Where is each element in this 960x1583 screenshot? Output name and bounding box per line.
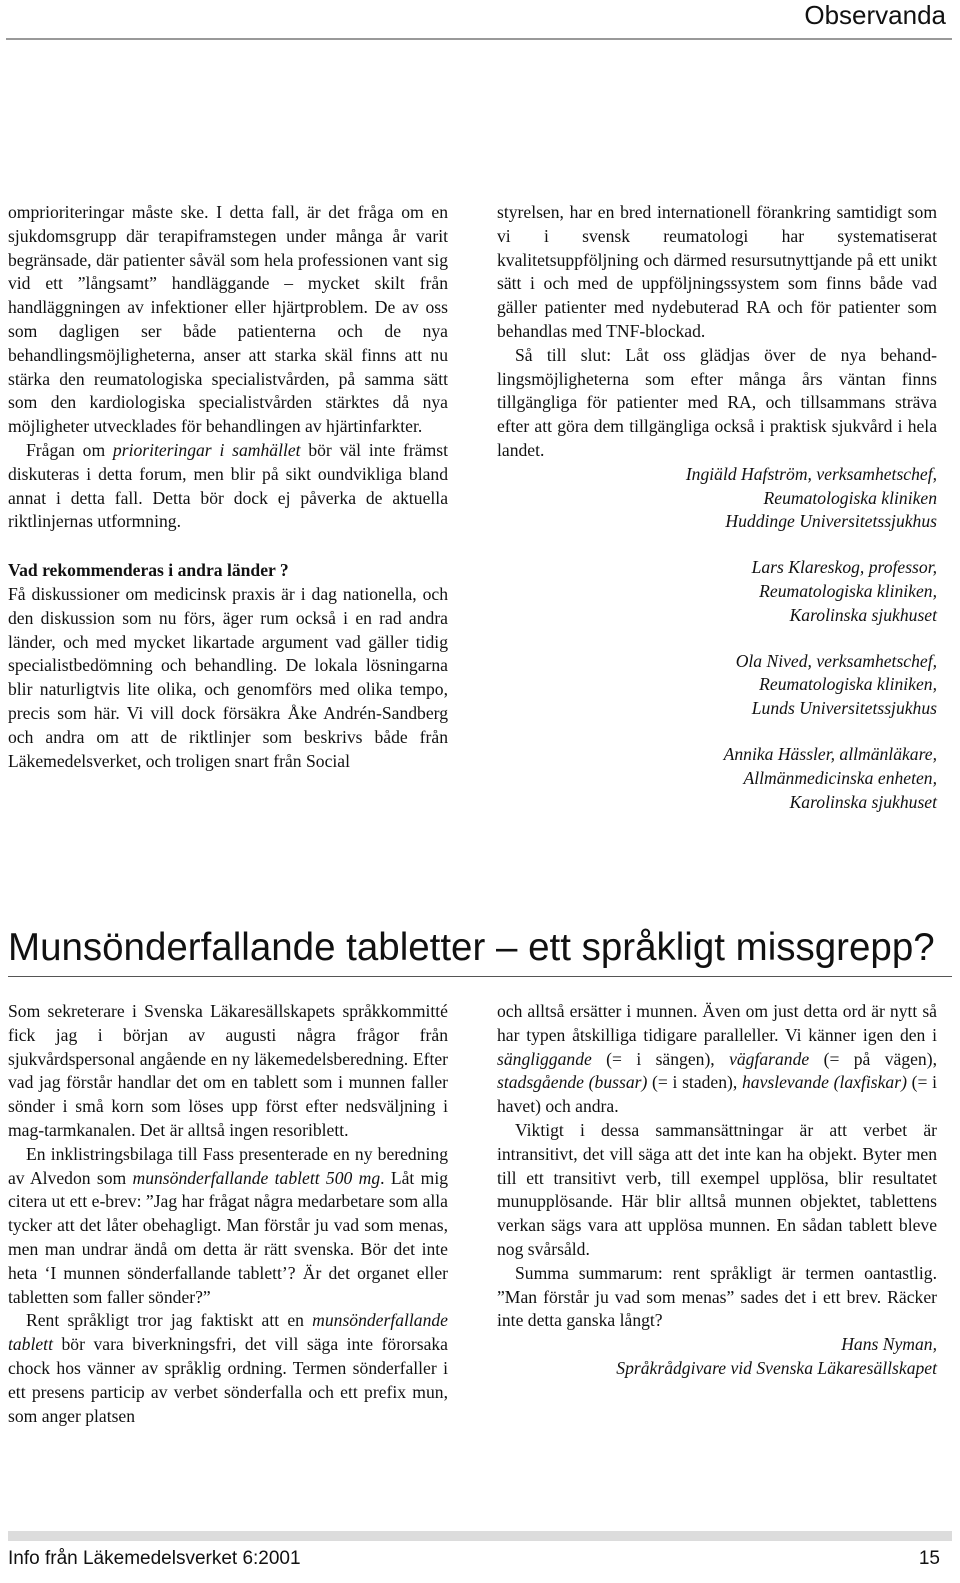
paragraph: styrelsen, har en bred internationell förankring samtidigt som vi i svensk reumatologi har systematiserat kvalitetsuppföljning och därmed resursutnyttjande på ett unikt sätt i och med de uppföljningssystem som finns både vad gäller patienter med nydebuterad RA och för patienter som behandlas med TNF-blockad.	[497, 202, 937, 341]
author-signature	[497, 1333, 937, 1381]
article2-column-left	[8, 1000, 448, 1428]
signature-line: Lunds Universitetssjukhus	[751, 698, 937, 719]
text: och alltså ersätter i munnen. Även om just detta ord är nytt så har typen åtskilliga tidigare paralleller. Vi känner igen den i	[497, 1001, 937, 1045]
author-signature	[497, 556, 937, 627]
article2-column-right	[497, 1000, 937, 1381]
signature-line: Hans Nyman,	[841, 1334, 937, 1355]
text: (= i sängen),	[591, 1048, 730, 1069]
text: . Låt mig citera ut ett e-brev: ”Jag har frågat några medarbetare som alla tycker att det låter obehagligt. Man förstår ju vad som menas, men man undrar ändå om detta är rätt svenska. Bör det inte heta ‘I munnen sönderfallande tablett’? Är det organet eller tabletten som faller sönder?”	[8, 1167, 448, 1307]
emphasis: havslevande (laxfiskar)	[741, 1072, 907, 1093]
signature-line: Reumatologiska kliniken	[763, 487, 937, 508]
section-heading: Vad rekommenderas i andra länder ?	[8, 560, 289, 581]
emphasis: munsönderfallande tablett 500 mg	[132, 1167, 381, 1188]
emphasis: munsönderfallande tablett	[8, 1310, 448, 1355]
author-signature	[497, 650, 937, 721]
signature-line: Allmänmedicinska enheten,	[743, 767, 937, 788]
article1-column-left	[8, 201, 448, 773]
paragraph	[8, 1309, 448, 1428]
signature-line: Karolinska sjukhuset	[789, 791, 937, 812]
section-label: Observanda	[804, 0, 946, 30]
title-divider	[8, 976, 952, 977]
signature-line: Karolinska sjukhuset	[789, 604, 937, 625]
paragraph: Få diskussioner om medicinsk praxis är i dag nationella, och den diskussion som nu förs, äger rum också i en rad andra länder, och med mycket likartade argument vad gäller tidig specialistbedömning och behandling. De lokala lösningarna blir naturligtvis lite olika, och genomförs med olika tempo, precis som här. Vi vill dock försäkra Åke Andrén-Sandberg och andra om att de riktlinjer som beskrivs både från Läkemedelsverket, och troligen snart från Social	[8, 583, 448, 771]
paragraph	[497, 1000, 937, 1119]
text: (= på vägen),	[809, 1048, 937, 1069]
footer-bar	[8, 1531, 952, 1541]
signature-line: Ola Nived, verksamhetschef,	[735, 650, 937, 671]
text: Frågan om	[26, 439, 113, 460]
paragraph	[8, 439, 448, 534]
signature-line: Språkrådgivare vid Svenska Läkaresällskapet	[616, 1357, 937, 1378]
article-title: Munsönderfallande tabletter – ett språkligt missgrepp?	[8, 926, 935, 969]
signature-line: Huddinge Universitetssjukhus	[725, 511, 937, 532]
author-signature	[497, 743, 937, 814]
paragraph: Viktigt i dessa sammansättningar är att verbet är intransitivt, det vill säga att det inte kan ha objekt. Byter men till ett transitivt verb, till exempel upplösa, blir resultatet munupplösande. Här blir alltså munnen objektet, tablettens verkan sägs vara att upplösa munnen. En sådan tablett bleve nog svårsåld.	[497, 1119, 937, 1259]
paragraph: Så till slut: Låt oss glädjas över de nya behandlingsmöjligheterna som efter många års väntan finns tillgängliga för patienter med RA, och tillsammans sträva efter att göra dem tillgängliga också i praktisk sjukvård i hela landet.	[497, 344, 937, 460]
paragraph	[8, 1143, 448, 1310]
paragraph: Som sekreterare i Svenska Läkaresällskapets språkkommitté fick jag i början av augusti några frågor från sjukvårdspersonal angående en ny läkemedelsberedning. Efter vad jag förstår handlar det om en tablett som i munnen faller sönder i små korn som löses upp först efter nedsväljning i mag-tarmkanalen. Det är alltså ingen resoriblett.	[8, 1001, 448, 1140]
text: (= i staden),	[647, 1072, 742, 1093]
emphasis: stadsgående (bussar)	[497, 1072, 648, 1093]
text: bör vara biverkningsfri, det vill säga inte förorsaka chock hos vänner av språklig ordning. Termen sönderfaller i ett presens particip av verbet sönderfalla och ett prefix mun, som anger platsen	[8, 1334, 448, 1426]
emphasis: prioriteringar i samhället	[112, 439, 301, 460]
paragraph: omprioriteringar måste ske. I detta fall, är det fråga om en sjukdomsgrupp där terapiframstegen under många år varit begränsade, där patienter såväl som hela professionen vant sig vid ett ”långsamt” handläggande – mycket skilt från handläggningen av infektioner eller hjärtproblem. De av oss som dagligen ser både patienterna och de nya behandlingsmöjligheterna, anser att starka skäl finns att nu stärka den reumatologiska specialistvården, på samma sätt som den kardiologiska specialistvården stärktes då nya möjligheter utvecklades för behandlingen av hjärtinfarkter.	[8, 202, 448, 437]
text: bör väl inte främst diskuteras i detta forum, men blir på sikt oundvikliga bland annat i detta fall. Detta bör dock ej påverka de aktuella riktlinjernas utformning.	[8, 439, 448, 532]
emphasis: vägfarande	[729, 1048, 810, 1069]
header-divider	[6, 38, 952, 40]
page-number: 15	[918, 1548, 940, 1569]
emphasis: sängliggande	[497, 1048, 592, 1069]
signature-line: Ingiäld Hafström, verksamhetschef,	[685, 463, 937, 484]
signature-line: Annika Hässler, allmänläkare,	[723, 743, 937, 764]
paragraph: Summa summarum: rent språkligt är termen oantastlig. ”Man förstår ju vad som menas” sades det i ett brev. Räcker inte detta ganska långt?	[497, 1262, 937, 1331]
signature-line: Lars Klareskog, professor,	[751, 557, 937, 578]
text: Rent språkligt tror jag faktiskt att en	[26, 1310, 313, 1331]
text: (= i havet) och andra.	[497, 1072, 937, 1117]
text: En inklistringsbilaga till Fass presenterade en ny beredning av Alvedon som	[8, 1143, 448, 1188]
article1-column-right	[497, 201, 937, 814]
signature-line: Reumatologiska kliniken,	[759, 674, 937, 695]
author-signature	[497, 463, 937, 534]
publication-name: Info från Läkemedelsverket 6:2001	[8, 1548, 301, 1569]
signature-line: Reumatologiska kliniken,	[759, 580, 937, 601]
